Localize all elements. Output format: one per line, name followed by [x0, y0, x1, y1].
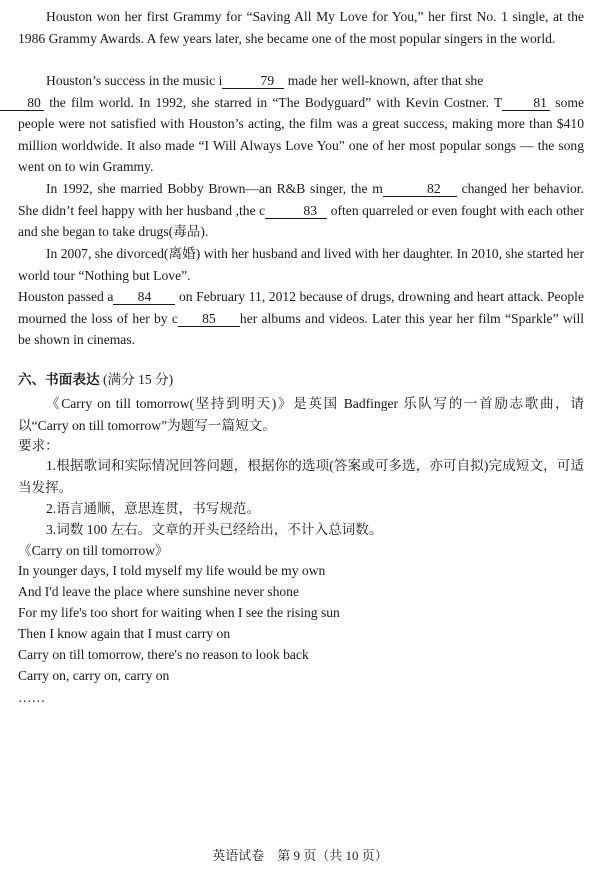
blank-85[interactable]: 85 — [178, 311, 240, 327]
blank-82-letter: m — [372, 181, 383, 196]
writing-intro: 《Carry on till tomorrow(坚持到明天)》是英国 Badfinger 乐队写的一首励志歌曲，请以“Carry on till tomorrow”为题写一篇短文。 — [18, 396, 584, 433]
blank-82[interactable]: 82 — [383, 181, 457, 197]
passage-paragraph-2: Houston’s success in the music i 79 made her well-known, after that she 80 the film world. In 1992, she starred in “The Bodyguard” with Kevin Costner. T 81 some people were not satisfied with Houston’s acting, the film was a great success, making more than $410 million worldwide. It also made “I Will Always Love You” one of her most popular songs — the song went on to win Grammy. — [18, 70, 584, 178]
lyric-line-2: And I'd leave the place where sunshine never shone — [18, 584, 300, 599]
lyric-ellipsis: …… — [18, 690, 46, 705]
blank-83-letter: c — [259, 202, 266, 218]
lyric-line-5: Carry on till tomorrow, there's no reason to look back — [18, 647, 309, 662]
blank-84[interactable]: 84 — [113, 289, 175, 305]
blank-79-letter: i — [218, 73, 223, 88]
page-footer: 英语试卷 第 9 页（共 10 页） — [212, 848, 388, 863]
lyric-line-3: For my life's too short for waiting when I see the rising sun — [18, 605, 340, 620]
requirements-label: 要求： — [18, 438, 59, 453]
passage-paragraph-5: Houston passed a 84 on February 11, 2012 because of drugs, drowning and heart attack. People mourned the loss of her by c 85 her albums and videos. Later this year her film “Sparkle” will be shown in cinemas. — [18, 289, 584, 347]
blank-81[interactable]: 81 — [502, 95, 550, 111]
passage-paragraph-1: Houston won her first Grammy for “Saving All My Love for You,” her first No. 1 single, at the 1986 Grammy Awards. A few years later, she became one of the most popular singers in the world. — [18, 9, 584, 46]
blank-85-letter: c — [171, 310, 178, 326]
blank-81-letter: T — [493, 94, 503, 110]
passage-paragraph-4: In 2007, she divorced(离婚) with her husband and lived with her daughter. In 2010, she started her world tour “Nothing but Love”. — [18, 246, 584, 283]
section-six-heading: 六、书面表达 (满分 15 分) — [18, 372, 174, 387]
lyric-line-1: In younger days, I told myself my life would be my own — [18, 563, 326, 578]
passage-paragraph-3: In 1992, she married Bobby Brown—an R&B singer, the m 82 changed her behavior. She didn’t feel happy with her husband ,the c 83 often quarreled or even fought with each other and she began to take drugs(毒品). — [18, 181, 584, 239]
essay-title: 《Carry on till tomorrow》 — [18, 543, 169, 558]
lyric-line-4: Then I know again that I must carry on — [18, 626, 231, 641]
blank-83[interactable]: 83 — [265, 203, 327, 219]
requirement-1: 1.根据歌词和实际情况回答问题，根据你的选项(答案或可多选，亦可自拟)完成短文，可适当发挥。 — [18, 458, 584, 495]
lyric-line-6: Carry on, carry on, carry on — [18, 668, 170, 683]
blank-80[interactable]: 80 — [0, 95, 44, 111]
requirement-3: 3.词数 100 左右。文章的开头已经给出，不计入总词数。 — [46, 522, 383, 537]
requirement-2: 2.语言通顺，意思连贯，书写规范。 — [46, 501, 261, 516]
blank-84-letter: a — [107, 289, 114, 304]
blank-79[interactable]: 79 — [222, 73, 284, 89]
